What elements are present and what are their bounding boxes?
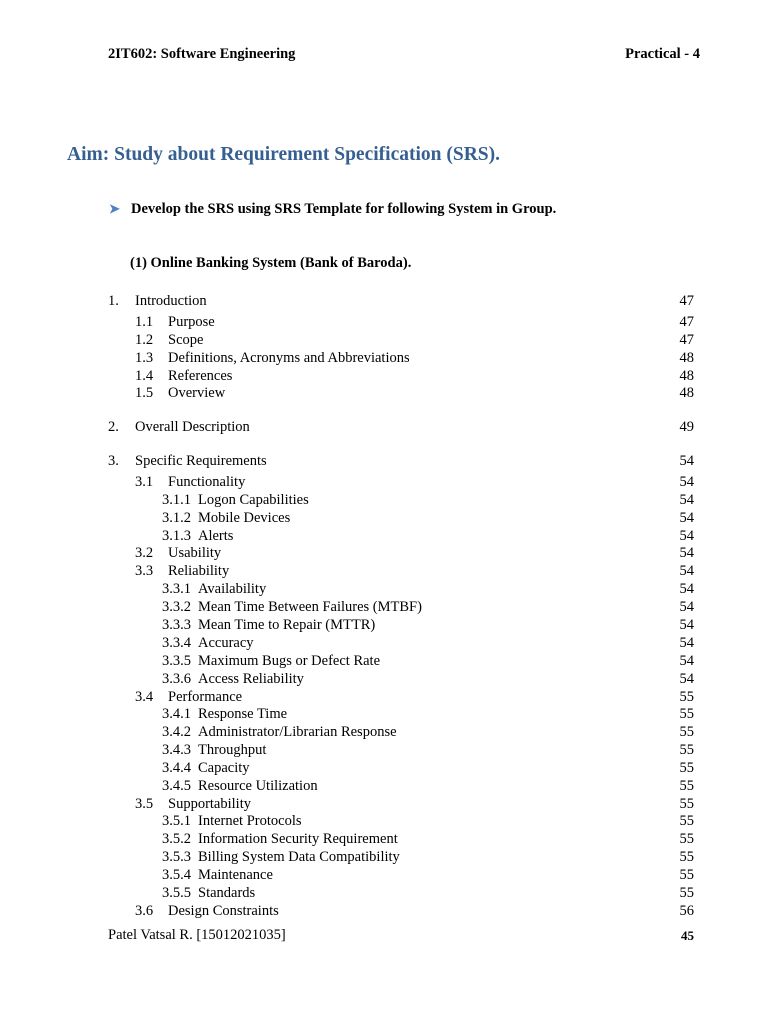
toc-entry-number: 3.5.3 [162,849,191,865]
toc-entry-page: 54 [679,474,694,490]
toc-entry-title: Definitions, Acronyms and Abbreviations [168,350,410,366]
bullet-instruction [109,201,556,218]
toc-entry-page: 55 [679,849,694,865]
toc-entry-page: 54 [679,581,694,597]
toc-entry-title: Administrator/Librarian Response [198,724,397,740]
header-practical: Practical - 4 [625,46,700,62]
toc-entry [0,795,768,813]
toc-entry-number: 3.4.4 [162,760,191,776]
toc-entry [0,616,768,634]
toc-entry-page: 54 [679,635,694,651]
toc-entry [0,491,768,509]
toc-entry [0,848,768,866]
toc-entry-number: 3.5.5 [162,885,191,901]
toc-entry-number: 3.4.2 [162,724,191,740]
toc-entry-page: 54 [679,510,694,526]
footer-page-number: 45 [681,928,694,943]
toc-entry-page: 54 [679,528,694,544]
toc-entry-number: 3.5.4 [162,867,191,883]
toc-entry-page: 55 [679,742,694,758]
toc-entry [0,349,768,367]
toc-entry-title: Mean Time to Repair (MTTR) [198,617,376,633]
toc-entry-page: 48 [679,385,694,401]
toc-entry-title: Supportability [168,796,251,812]
toc-entry-number: 3.4 [135,689,154,705]
arrow-bullet-icon: ➤ [109,201,120,216]
toc-entry [0,331,768,349]
toc-entry-number: 3.5.1 [162,813,191,829]
toc-entry-title: Availability [198,581,267,597]
toc-entry-number: 3.4.1 [162,706,191,722]
toc-entry-title: Purpose [168,314,215,330]
toc-entry-title: Maximum Bugs or Defect Rate [198,653,381,669]
toc-entry-number: 3.1.3 [162,528,191,544]
toc-entry-page: 49 [679,419,694,435]
toc-entry-page: 54 [679,453,694,469]
toc-entry [0,580,768,598]
toc-entry [0,902,768,920]
toc-entry-page: 47 [679,332,694,348]
toc-entry [0,670,768,688]
toc-entry [0,688,768,706]
toc-entry [0,741,768,759]
toc-entry-page: 47 [679,314,694,330]
toc-entry-page: 55 [679,831,694,847]
toc-entry-number: 3.1.1 [162,492,191,508]
toc-entry [0,544,768,562]
toc-entry-number: 3.3.5 [162,653,191,669]
toc-entry-number: 3.3.6 [162,671,191,687]
toc-entry-title: Scope [168,332,204,348]
toc-entry-title: Accuracy [198,635,254,651]
toc-entry-number: 1. [108,293,119,309]
toc-entry [0,509,768,527]
toc-entry-number: 3.1 [135,474,154,490]
toc-entry-title: Design Constraints [168,903,279,919]
toc-entry [0,652,768,670]
toc-entry-page: 54 [679,492,694,508]
toc-entry-number: 3.3.1 [162,581,191,597]
toc-entry [0,452,768,470]
toc-entry-number: 3.3.3 [162,617,191,633]
toc-entry-number: 3.3 [135,563,154,579]
toc-entry [0,367,768,385]
toc-entry-title: Internet Protocols [198,813,302,829]
toc-entry-title: Maintenance [198,867,273,883]
toc-entry-number: 3.6 [135,903,154,919]
toc-entry [0,473,768,491]
toc-entry-page: 48 [679,368,694,384]
toc-entry-title: Resource Utilization [198,778,318,794]
toc-entry [0,866,768,884]
toc-entry-number: 1.3 [135,350,154,366]
toc-entry [0,777,768,795]
toc-entry-title: Standards [198,885,256,901]
toc-entry-number: 3. [108,453,119,469]
toc-entry-title: Usability [168,545,222,561]
toc-entry-page: 54 [679,653,694,669]
toc-entry [0,292,768,310]
toc-entry-title: Introduction [135,293,207,309]
toc-entry [0,705,768,723]
header-course: 2IT602: Software Engineering [108,46,296,62]
toc-entry-title: Access Reliability [198,671,304,687]
toc-entry-page: 54 [679,671,694,687]
toc-entry-page: 55 [679,760,694,776]
toc-entry-number: 3.1.2 [162,510,191,526]
toc-entry-number: 3.5 [135,796,154,812]
toc-entry-page: 55 [679,813,694,829]
toc-entry-title: Billing System Data Compatibility [198,849,400,865]
toc-entry-title: Mean Time Between Failures (MTBF) [198,599,422,615]
toc-entry-number: 3.4.5 [162,778,191,794]
toc-entry-title: References [168,368,233,384]
toc-entry-title: Alerts [198,528,234,544]
bullet-text: Develop the SRS using SRS Template for following System in Group. [131,201,557,217]
toc-entry [0,313,768,331]
aim-heading: Aim: Study about Requirement Specification (SRS). [67,144,500,165]
toc-entry-page: 55 [679,778,694,794]
toc-entry [0,884,768,902]
toc-entry-number: 2. [108,419,119,435]
toc-entry-page: 55 [679,796,694,812]
toc-entry [0,598,768,616]
toc-entry-page: 54 [679,545,694,561]
toc-entry-page: 54 [679,599,694,615]
system-title: (1) Online Banking System (Bank of Baroda). [130,255,412,271]
toc-entry-page: 48 [679,350,694,366]
toc-entry-page: 55 [679,867,694,883]
toc-entry-number: 1.5 [135,385,154,401]
toc-entry-number: 3.4.3 [162,742,191,758]
toc-entry-number: 3.5.2 [162,831,191,847]
toc-entry-number: 3.3.2 [162,599,191,615]
toc-entry [0,562,768,580]
toc-entry-number: 1.1 [135,314,154,330]
toc-entry-title: Overall Description [135,419,250,435]
toc-entry-title: Response Time [198,706,288,722]
toc-entry-title: Overview [168,385,226,401]
toc-entry-title: Capacity [198,760,250,776]
toc-entry-page: 55 [679,689,694,705]
toc-entry [0,418,768,436]
toc-entry [0,812,768,830]
toc-entry-page: 55 [679,724,694,740]
toc-entry-page: 54 [679,617,694,633]
toc-entry-page: 47 [679,293,694,309]
toc-entry-title: Mobile Devices [198,510,291,526]
toc-entry-number: 1.2 [135,332,154,348]
toc-entry-page: 54 [679,563,694,579]
toc-entry-title: Information Security Requirement [198,831,398,847]
toc-entry [0,384,768,402]
toc-entry-title: Specific Requirements [135,453,267,469]
toc-entry [0,634,768,652]
toc-entry-title: Reliability [168,563,230,579]
toc-entry-number: 3.3.4 [162,635,191,651]
toc-entry [0,759,768,777]
toc-entry-title: Functionality [168,474,246,490]
toc-entry [0,527,768,545]
toc-entry-page: 55 [679,885,694,901]
footer-author: Patel Vatsal R. [15012021035] [108,927,286,943]
toc-entry-title: Performance [168,689,243,705]
toc-entry-title: Throughput [198,742,267,758]
toc-entry [0,723,768,741]
toc-entry-number: 3.2 [135,545,154,561]
toc-entry-page: 56 [679,903,694,919]
toc-entry [0,830,768,848]
toc-entry-title: Logon Capabilities [198,492,309,508]
toc-entry-page: 55 [679,706,694,722]
toc-entry-number: 1.4 [135,368,154,384]
